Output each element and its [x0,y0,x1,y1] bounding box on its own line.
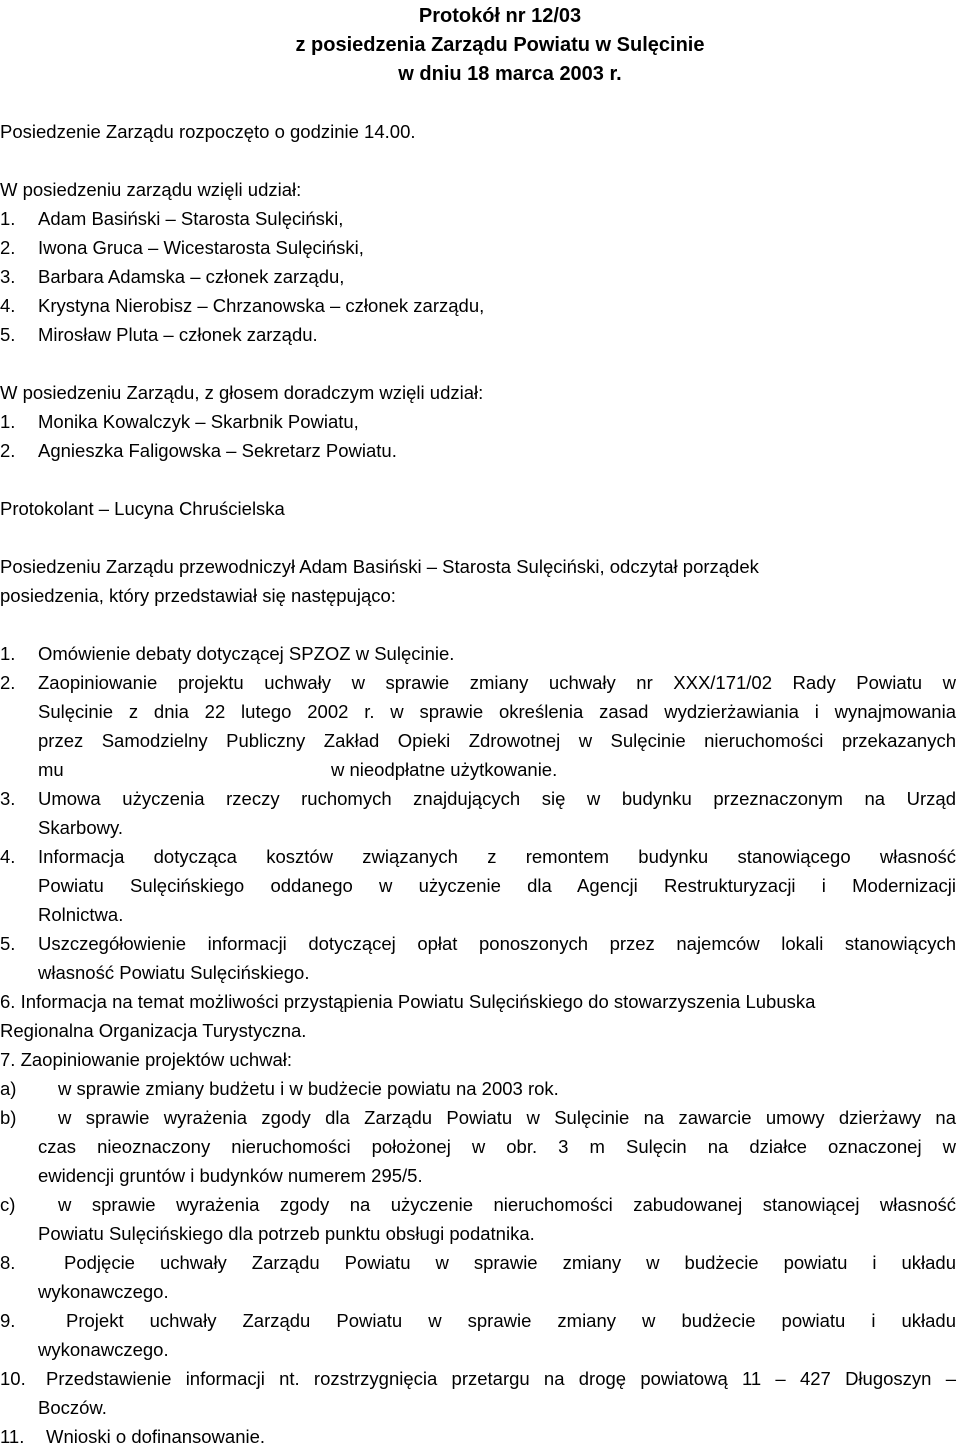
opening-line: Posiedzenie Zarządu rozpoczęto o godzinie 14.00. [0,121,416,142]
document-date: w dniu 18 marca 2003 r. [398,63,622,85]
document-subtitle: z posiedzenia Zarządu Powiatu w Sulęcinie [295,34,705,56]
document-title: Protokół nr 12/03 [418,5,582,27]
document-header [0,2,960,89]
agenda-item-7-heading: 7. Zaopiniowanie projektów uchwał: [0,1049,293,1070]
advisors-heading: W posiedzeniu Zarządu, z głosem doradczym wzięli udział: [0,382,484,403]
recorder-line: Protokolant – Lucyna Chruścielska [0,498,285,519]
agenda-item-6-line-1: 6. Informacja na temat możliwości przystąpienia Powiatu Sulęcińskiego do stowarzyszenia Lubuska [0,991,816,1012]
chair-line-1: Posiedzeniu Zarządu przewodniczył Adam Basiński – Starosta Sulęciński, odczytał porządek [0,556,759,577]
chair-line-2: posiedzenia, który przedstawiał się następująco: [0,585,396,606]
participants-heading: W posiedzeniu zarządu wzięli udział: [0,179,302,200]
agenda-item-6-line-2: Regionalna Organizacja Turystyczna. [0,1020,307,1041]
